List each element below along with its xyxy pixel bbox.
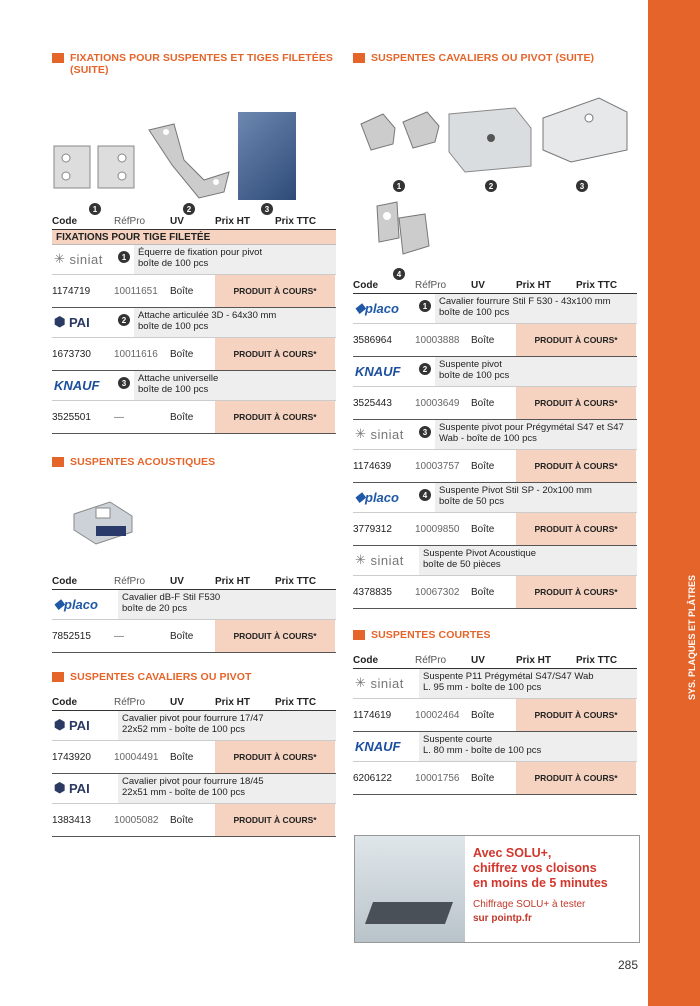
table-header: Code RéfPro UV Prix HT Prix TTC <box>353 655 637 669</box>
brand-logo-pai: ⬢ PAI <box>54 780 90 796</box>
brand-logo-pai: ⬢ PAI <box>54 314 90 330</box>
product-number: 2 <box>419 363 431 375</box>
section-title: SUSPENTES COURTES <box>353 629 637 641</box>
table-row[interactable]: 4378835 10067302 Boîte PRODUIT À COURS* <box>353 576 637 609</box>
brand-logo-siniat: ✳ siniat <box>355 675 404 691</box>
product-number: 2 <box>118 314 130 326</box>
image-label-1: 1 <box>393 180 405 192</box>
ad-headline-1: Avec SOLU+, <box>473 846 552 860</box>
product-number: 4 <box>419 489 431 501</box>
ad-laptop-shape <box>365 902 453 924</box>
product-description: ◆ placo Cavalier dB-F Stil F530 boîte de 20 pcs <box>52 590 336 620</box>
table-row[interactable]: 1673730 10011616 Boîte PRODUIT À COURS* <box>52 338 336 371</box>
bracket-image-2 <box>144 120 234 200</box>
product-description: ◆ placo 1 Cavalier fourrure Stil F 530 - 43x100 mm boîte de 100 pcs <box>353 294 637 324</box>
ad-headline-3: en moins de 5 minutes <box>473 876 608 890</box>
table-header: Code RéfPro UV Prix HT Prix TTC <box>52 697 336 711</box>
right-column <box>353 52 637 795</box>
ad-image <box>355 836 465 942</box>
image-label-3: 3 <box>261 203 273 215</box>
brand-logo-siniat: ✳ siniat <box>54 251 103 267</box>
brand-logo-siniat: ✳ siniat <box>355 426 404 442</box>
product-images <box>52 76 336 216</box>
table-row[interactable]: 1174639 10003757 Boîte PRODUIT À COURS* <box>353 450 637 483</box>
table-row[interactable]: 1174619 10002464 Boîte PRODUIT À COURS* <box>353 699 637 732</box>
product-description: ✳ siniat Suspente Pivot Acoustique boîte de 50 pièces <box>353 546 637 576</box>
product-images <box>52 468 336 576</box>
ad-link[interactable]: sur pointp.fr <box>473 913 532 924</box>
table-row[interactable]: 7852515 — Boîte PRODUIT À COURS* <box>52 620 336 653</box>
section-title: FIXATIONS POUR SUSPENTES ET TIGES FILETÉES (SUITE) <box>52 52 336 76</box>
acoustic-hanger-image <box>70 496 136 548</box>
product-description: ✳ siniat Suspente P11 Prégymétal S47/S47 Wab L. 95 mm - boîte de 100 pcs <box>353 669 637 699</box>
product-number: 1 <box>419 300 431 312</box>
product-number: 1 <box>118 251 130 263</box>
product-description: KNAUF 2 Suspente pivot boîte de 100 pcs <box>353 357 637 387</box>
brand-logo-placo: ◆ placo <box>54 596 98 612</box>
page-number: 285 <box>617 958 638 972</box>
brand-logo-knauf: KNAUF <box>54 377 100 393</box>
table-row[interactable]: 6206122 10001756 Boîte PRODUIT À COURS* <box>353 762 637 795</box>
brand-logo-siniat: ✳ siniat <box>355 552 404 568</box>
image-label-1: 1 <box>89 203 101 215</box>
section-title: SUSPENTES CAVALIERS OU PIVOT <box>52 671 336 683</box>
side-category-tab <box>648 0 700 1006</box>
pivot-image-1 <box>357 104 441 154</box>
product-description: ✳ siniat 1 Équerre de fixation pour pivot boîte de 100 pcs <box>52 245 336 275</box>
product-description: KNAUF 3 Attache universelle boîte de 100 pcs <box>52 371 336 401</box>
product-description: ⬢ PAI Cavalier pivot pour fourrure 18/45 22x51 mm - boîte de 100 pcs <box>52 774 336 804</box>
table-row[interactable]: 1383413 10005082 Boîte PRODUIT À COURS* <box>52 804 336 837</box>
bracket-image-3 <box>238 112 296 200</box>
pivot-image-2 <box>445 104 535 174</box>
brand-logo-knauf: KNAUF <box>355 738 401 754</box>
image-label-4: 4 <box>393 268 405 280</box>
ad-headline-2: chiffrez vos cloisons <box>473 861 597 875</box>
product-description: KNAUF Suspente courte L. 80 mm - boîte de 100 pcs <box>353 732 637 762</box>
image-label-3: 3 <box>576 180 588 192</box>
table-header: Code RéfPro UV Prix HT Prix TTC <box>52 216 336 230</box>
brand-logo-placo: ◆ placo <box>355 489 399 505</box>
table-row[interactable]: 1174719 10011651 Boîte PRODUIT À COURS* <box>52 275 336 308</box>
table-row[interactable]: 3525501 — Boîte PRODUIT À COURS* <box>52 401 336 434</box>
table-header: Code RéfPro UV Prix HT Prix TTC <box>52 576 336 590</box>
pivot-image-4 <box>363 198 433 262</box>
table-row[interactable]: 3586964 10003888 Boîte PRODUIT À COURS* <box>353 324 637 357</box>
side-category-label: SYS. PLAQUES ET PLÂTRES <box>687 574 697 700</box>
product-description: ✳ siniat 3 Suspente pivot pour Prégymétal S47 et S47 Wab - boîte de 100 pcs <box>353 420 637 450</box>
table-row[interactable]: 1743920 10004491 Boîte PRODUIT À COURS* <box>52 741 336 774</box>
section-title: SUSPENTES ACOUSTIQUES <box>52 456 336 468</box>
product-description: ◆ placo 4 Suspente Pivot Stil SP - 20x100 mm boîte de 50 pcs <box>353 483 637 513</box>
table-header: Code RéfPro UV Prix HT Prix TTC <box>353 280 637 294</box>
table-row[interactable]: 3779312 10009850 Boîte PRODUIT À COURS* <box>353 513 637 546</box>
brand-logo-knauf: KNAUF <box>355 363 401 379</box>
image-label-2: 2 <box>183 203 195 215</box>
brand-logo-placo: ◆ placo <box>355 300 399 316</box>
product-images <box>353 64 637 280</box>
brand-logo-pai: ⬢ PAI <box>54 717 90 733</box>
section-title: SUSPENTES CAVALIERS OU PIVOT (SUITE) <box>353 52 637 64</box>
image-label-2: 2 <box>485 180 497 192</box>
left-column <box>52 52 336 837</box>
product-number: 3 <box>419 426 431 438</box>
product-description: ⬢ PAI 2 Attache articulée 3D - 64x30 mm boîte de 100 pcs <box>52 308 336 338</box>
ad-subtext-1: Chiffrage SOLU+ à tester <box>473 899 586 910</box>
bracket-image-1 <box>52 140 136 192</box>
pivot-image-3 <box>539 94 629 164</box>
product-number: 3 <box>118 377 130 389</box>
product-description: ⬢ PAI Cavalier pivot pour fourrure 17/47 22x52 mm - boîte de 100 pcs <box>52 711 336 741</box>
solu-plus-ad[interactable] <box>354 835 640 943</box>
table-row[interactable]: 3525443 10003649 Boîte PRODUIT À COURS* <box>353 387 637 420</box>
table-subhead: FIXATIONS POUR TIGE FILETÉE <box>52 230 336 245</box>
